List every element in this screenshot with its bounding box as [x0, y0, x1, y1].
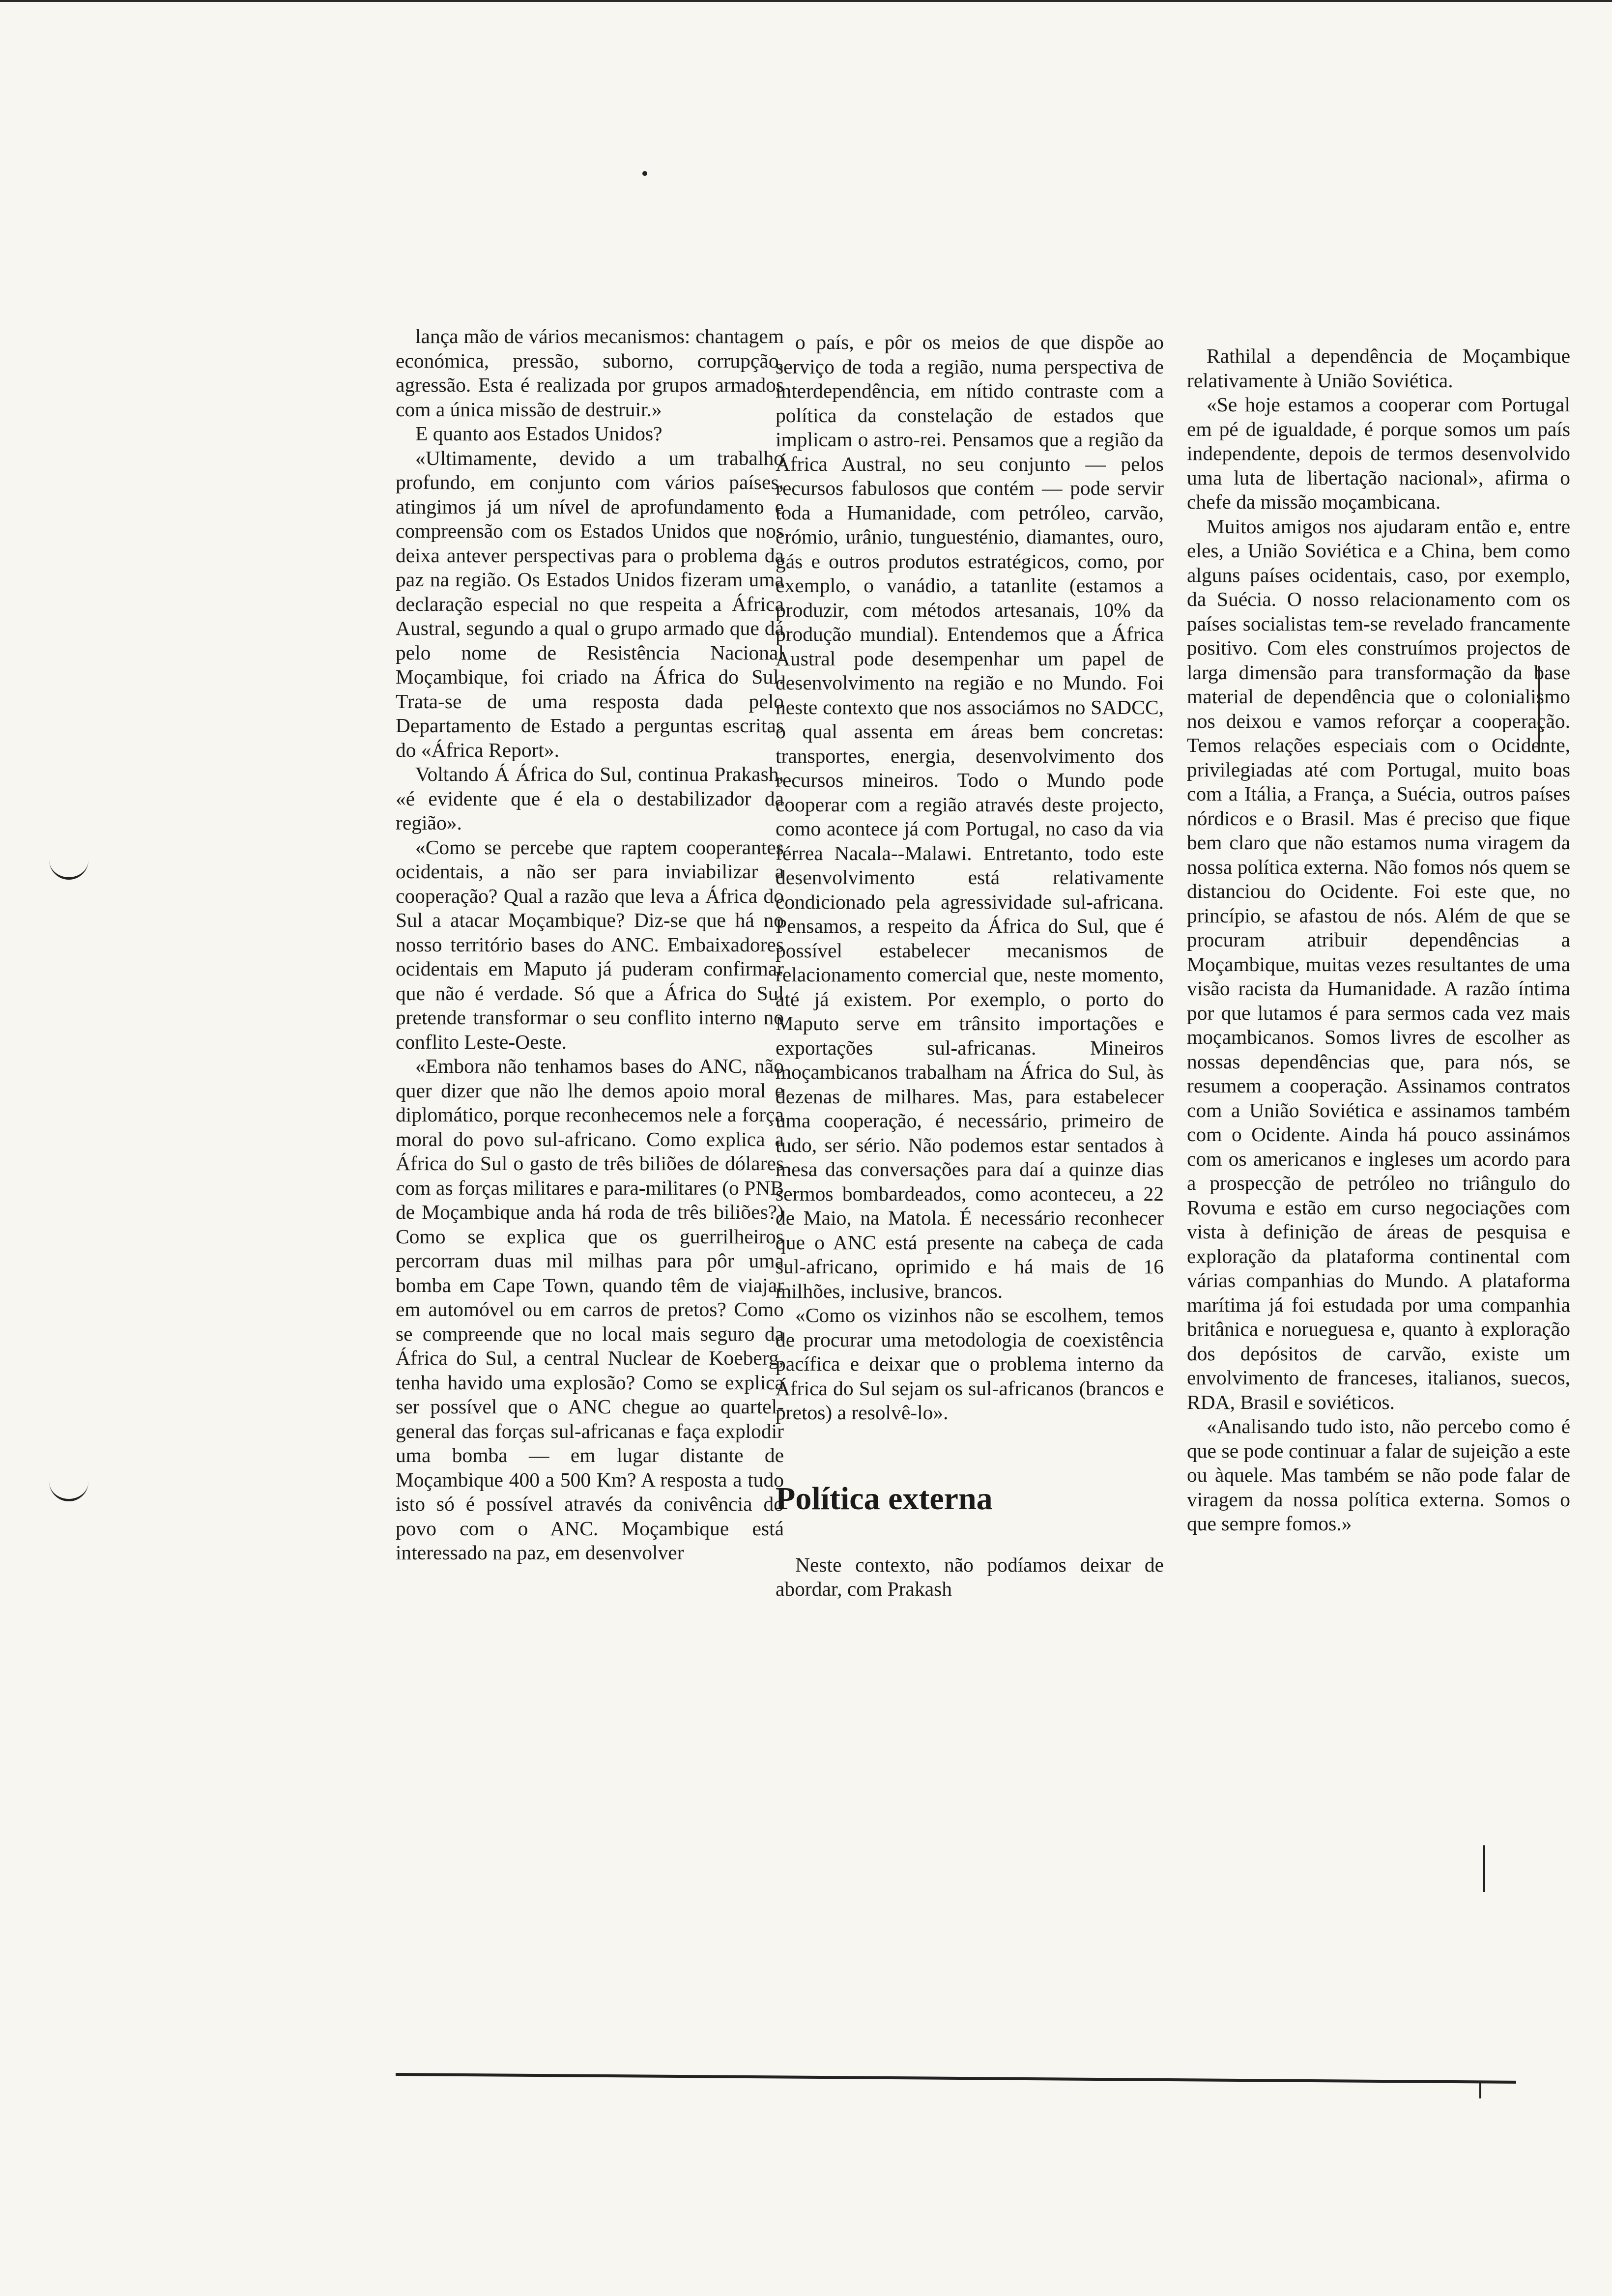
bottom-rule [396, 2073, 1516, 2084]
paragraph: «Como os vizinhos não se escolhem, temos de procurar uma metodologia de coexistência pacífica e deixar que o problema interno da África do Sul sejam os sul-africanos (brancos e pretos) a resolvê-lo». [776, 1304, 1164, 1424]
article-column-2 [776, 330, 1164, 1602]
paragraph: Muitos amigos nos ajudaram então e, entre eles, a União Soviética e a China, bem como alguns países ocidentais, caso, por exemplo, da Suécia. O nosso relacionamento com os países socialistas tem-se revelado francamente positivo. Com eles construímos projectos de larga dimensão para transformação da base material de dependência que o colonialismo nos deixou e vamos reforçar a cooperação. Temos relações especiais com o Ocidente, privilegiadas até com Portugal, muito boas com a Itália, a França, a Suécia, outros países nórdicos e o Brasil. Mas é preciso que fique bem claro que não estamos numa viragem da nossa política externa. Não fomos nós quem se distanciou do Ocidente. Foi este que, no princípio, se afastou de nós. Além de que se procuram atribuir dependências a Moçambique, muitas vezes resultantes de uma visão racista da Humanidade. A razão íntima por que lutamos é para sermos cada vez mais moçambicanos. Somos livres de escolher as nossas dependências que, para nós, se resumem a cooperação. Assinamos contratos com a União Soviética e assinamos também com o Ocidente. Ainda há pouco assinámos com os americanos e ingleses um acordo para a prospecção de petróleo no triângulo do Rovuma e estão em curso negociações com vista à definição de áreas de pesquisa e exploração da plataforma continental com várias companhias do Mundo. A plataforma marítima já foi estudada por uma companhia britânica e norueguesa e, quanto à exploração dos depósitos de carvão, existe um envolvimento de franceses, italianos, suecos, RDA, Brasil e soviéticos. [1187, 515, 1570, 1413]
left-margin-punch-mark [49, 858, 88, 880]
speck-mark [642, 171, 647, 176]
page-top-edge [0, 0, 1612, 2]
bottom-tick-mark [1479, 2081, 1481, 2098]
paragraph: «Como se percebe que raptem cooperantes ocidentais, a não ser para inviabilizar a cooperação? Qual a razão que leva a África do Sul a atacar Moçambique? Diz-se que há no nosso território bases do ANC. Embaixadores ocidentais em Maputo já puderam confirmar que não é verdade. Só que a África do Sul pretende transformar o seu conflito interno no conflito Leste-Oeste. [396, 835, 784, 1053]
right-margin-line [1483, 1845, 1485, 1892]
paragraph: Rathilal a dependência de Moçambique relativamente à União Soviética. [1187, 344, 1570, 392]
article-column-3 [1187, 344, 1570, 1536]
paragraph: «Analisando tudo isto, não percebo como é que se pode continuar a falar de sujeição a este ou àquele. Mas também se não pode falar de viragem da nossa política externa. Somos o que sempre fomos.» [1187, 1415, 1570, 1535]
paragraph: Neste contexto, não podíamos deixar de abordar, com Prakash [776, 1553, 1164, 1600]
paragraph: «Se hoje estamos a cooperar com Portugal em pé de igualdade, é porque somos um país independente, depois de termos desenvolvido uma luta de libertação nacional», afirma o chefe da missão moçambicana. [1187, 393, 1570, 513]
section-heading: Política externa [776, 1480, 993, 1517]
paragraph: Voltando Á África do Sul, continua Prakash, «é evidente que é ela o destabilizador da região». [396, 763, 784, 834]
paragraph: E quanto aos Estados Unidos? [415, 422, 662, 445]
paragraph: «Embora não tenhamos bases do ANC, não quer dizer que não lhe demos apoio moral e diplomático, porque reconhecemos nele a força moral do povo sul-africano. Como explica a África do Sul o gasto de três biliões de dólares com as forças militares e para-militares (o PNB de Moçambique anda há roda de três biliões?) Como se explica que os guerrilheiros percorram duas mil milhas para pôr uma bomba em Cape Town, quando têm de viajar em automóvel ou em carros de pretos? Como se compreende que no local mais seguro da África do Sul, a central Nuclear de Koeberg, tenha havido uma explosão? Como se explica ser possível que o ANC chegue ao quartel-general das forças sul-africanas e faça explodir uma bomba — em lugar distante de Moçambique 400 a 500 Km? A resposta a tudo isto só é possível através da conivência do povo com o ANC. Moçambique está interessado na paz, em desenvolver [396, 1055, 784, 1564]
article-column-1 [396, 324, 784, 1565]
left-margin-punch-mark [49, 1479, 88, 1501]
paragraph: lança mão de vários mecanismos: chantagem económica, pressão, suborno, corrupção, agressão. Esta é realizada por grupos armados com a única missão de destruir.» [396, 325, 784, 421]
paragraph: o país, e pôr os meios de que dispõe ao serviço de toda a região, numa perspectiva de interdependência, em nítido contraste com a política da constelação de estados que implicam o astro-rei. Pensamos que a região da África Austral, no seu conjunto — pelos recursos fabulosos que contém — pode servir toda a Humanidade, com petróleo, carvão, crómio, urânio, tunguesténio, diamantes, ouro, gás e outros produtos estratégicos, como, por exemplo, o vanádio, a tatanlite (estamos a produzir, com métodos artesanais, 10% da produção mundial). Entendemos que a África Austral pode desempenhar um papel de desenvolvimento na região e no Mundo. Foi neste contexto que nos associámos no SADCC, o qual assenta em áreas bem concretas: transportes, energia, desenvolvimento dos recursos mineiros. Todo o Mundo pode cooperar com a região através deste projecto, como acontece já com Portugal, no caso da via férrea Nacala--Malawi. Entretanto, todo este desenvolvimento está relativamente condicionado pela agressividade sul-africana. Pensamos, a respeito da África do Sul, que é possível estabelecer mecanismos de relacionamento comercial que, neste momento, até já existem. Por exemplo, o porto do Maputo serve em trânsito importações e exportações sul-africanas. Mineiros moçambicanos trabalham na África do Sul, às dezenas de milhares. Mas, para estabelecer uma cooperação, é necessário, primeiro de tudo, ser sério. Não podemos estar sentados à mesa das conversações para daí a quinze dias sermos bombardeados, como aconteceu, a 22 de Maio, na Matola. É necessário reconhecer que o ANC está presente na cabeça de cada sul-africano, oprimido e há mais de 16 milhões, inclusive, brancos. [776, 331, 1164, 1302]
paragraph: «Ultimamente, devido a um trabalho profundo, em conjunto com vários países, atingimos já um nível de aprofundamento e compreensão com os Estados Unidos que nos deixa antever perspectivas para o problema da paz na região. Os Estados Unidos fizeram uma declaração especial no que respeita a África Austral, segundo a qual o grupo armado que dá pelo nome de Resistência Nacional Moçambique, foi criado na África do Sul. Trata-se de uma resposta dada pelo Departamento de Estado a perguntas escritas do «África Report». [396, 446, 784, 761]
